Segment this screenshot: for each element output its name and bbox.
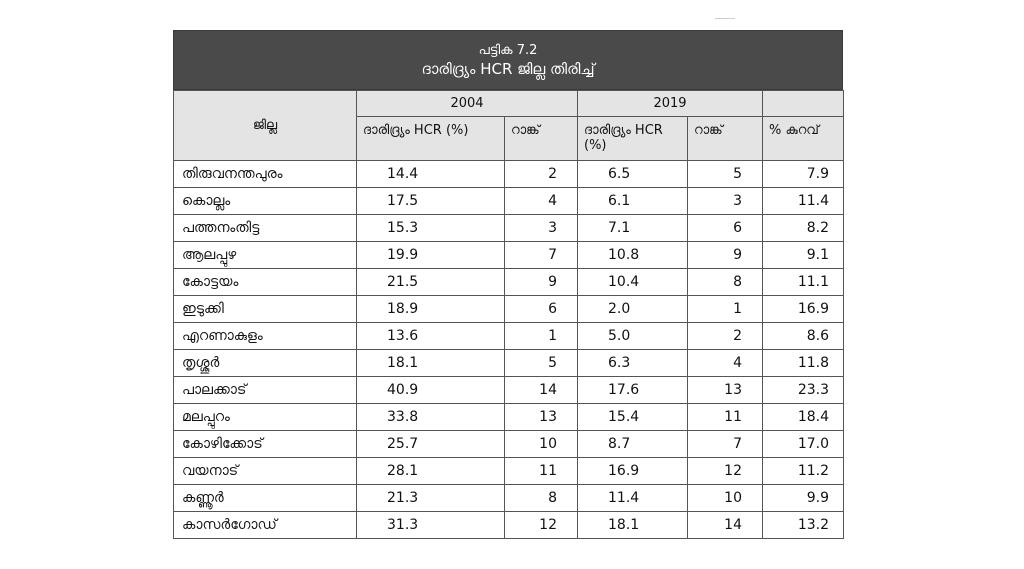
reduction-cell: 7.9 [763,161,844,188]
table-row [174,215,844,242]
reduction-cell: 11.8 [763,350,844,377]
rank-2019-cell: 13 [688,377,763,404]
hcr-2004-cell: 17.5 [357,188,505,215]
header-row-years [174,91,844,117]
hcr-2004-cell: 13.6 [357,323,505,350]
rank-2019-cell: 8 [688,269,763,296]
table-row [174,350,844,377]
district-cell: തൃശ്ശൂർ [174,350,357,377]
rank-2004-cell: 7 [505,242,578,269]
empty-header-cell [763,91,844,117]
poverty-hcr-table [173,90,844,539]
rank-2004-cell: 10 [505,431,578,458]
rank-2004-cell: 11 [505,458,578,485]
reduction-cell: 11.4 [763,188,844,215]
hcr-2019-cell: 6.3 [578,350,688,377]
rank-2019-cell: 1 [688,296,763,323]
table-title: ദാരിദ്ര്യം HCR ജില്ല തിരിച്ച് [421,59,595,78]
district-cell: പത്തനംതിട്ട [174,215,357,242]
rank-2004-header: റാങ്ക് [505,117,578,161]
hcr-2019-cell: 8.7 [578,431,688,458]
year-2004-header: 2004 [357,91,578,117]
rank-2004-cell: 9 [505,269,578,296]
table-number: പട്ടിക 7.2 [478,42,538,58]
district-cell: മലപ്പുറം [174,404,357,431]
rank-2004-cell: 4 [505,188,578,215]
rank-2004-cell: 5 [505,350,578,377]
hcr-2004-cell: 21.5 [357,269,505,296]
district-cell: കണ്ണൂർ [174,485,357,512]
district-cell: കോട്ടയം [174,269,357,296]
hcr-2004-cell: 18.9 [357,296,505,323]
reduction-cell: 23.3 [763,377,844,404]
hcr-2019-cell: 18.1 [578,512,688,539]
table-row [174,161,844,188]
reduction-cell: 8.6 [763,323,844,350]
table-row [174,269,844,296]
poverty-table-container [173,30,843,539]
hcr-2004-cell: 19.9 [357,242,505,269]
district-cell: തിരുവനന്തപുരം [174,161,357,188]
rank-2019-cell: 2 [688,323,763,350]
district-cell: ആലപ്പുഴ [174,242,357,269]
rank-2004-cell: 8 [505,485,578,512]
hcr-2019-cell: 11.4 [578,485,688,512]
rank-2019-cell: 10 [688,485,763,512]
hcr-2019-cell: 2.0 [578,296,688,323]
hcr-2004-cell: 18.1 [357,350,505,377]
rank-2004-cell: 3 [505,215,578,242]
district-cell: കൊല്ലം [174,188,357,215]
rank-2004-cell: 6 [505,296,578,323]
reduction-cell: 9.1 [763,242,844,269]
district-cell: വയനാട് [174,458,357,485]
rank-2019-cell: 5 [688,161,763,188]
decorative-mark [715,18,735,19]
hcr-2004-cell: 25.7 [357,431,505,458]
district-cell: എറണാകുളം [174,323,357,350]
hcr-2004-cell: 31.3 [357,512,505,539]
reduction-cell: 13.2 [763,512,844,539]
table-body [174,161,844,539]
reduction-header: % കുറവ് [763,117,844,161]
table-row [174,323,844,350]
rank-2004-cell: 13 [505,404,578,431]
hcr-2019-cell: 10.8 [578,242,688,269]
hcr-2004-cell: 33.8 [357,404,505,431]
rank-2019-header: റാങ്ക് [688,117,763,161]
table-row [174,188,844,215]
reduction-cell: 8.2 [763,215,844,242]
rank-2019-cell: 3 [688,188,763,215]
hcr-2019-cell: 16.9 [578,458,688,485]
district-cell: പാലക്കാട് [174,377,357,404]
rank-2004-cell: 1 [505,323,578,350]
rank-2004-cell: 14 [505,377,578,404]
table-caption [173,30,843,90]
hcr-2019-cell: 10.4 [578,269,688,296]
rank-2019-cell: 6 [688,215,763,242]
rank-2019-cell: 11 [688,404,763,431]
table-row [174,377,844,404]
hcr-2004-cell: 15.3 [357,215,505,242]
table-row [174,404,844,431]
rank-2019-cell: 7 [688,431,763,458]
hcr-2019-cell: 6.5 [578,161,688,188]
hcr-2004-header: ദാരിദ്ര്യം HCR (%) [357,117,505,161]
hcr-2019-cell: 5.0 [578,323,688,350]
reduction-cell: 16.9 [763,296,844,323]
rank-2004-cell: 12 [505,512,578,539]
hcr-2019-header: ദാരിദ്ര്യം HCR (%) [578,117,688,161]
reduction-cell: 9.9 [763,485,844,512]
district-cell: കാസർഗോഡ് [174,512,357,539]
rank-2019-cell: 14 [688,512,763,539]
table-row [174,512,844,539]
table-row [174,296,844,323]
table-row [174,242,844,269]
hcr-2004-cell: 28.1 [357,458,505,485]
rank-2004-cell: 2 [505,161,578,188]
hcr-2004-cell: 40.9 [357,377,505,404]
year-2019-header: 2019 [578,91,763,117]
table-row [174,458,844,485]
reduction-cell: 17.0 [763,431,844,458]
table-row [174,485,844,512]
rank-2019-cell: 12 [688,458,763,485]
hcr-2019-cell: 17.6 [578,377,688,404]
district-column-header: ജില്ല [174,91,357,161]
hcr-2004-cell: 14.4 [357,161,505,188]
rank-2019-cell: 4 [688,350,763,377]
hcr-2004-cell: 21.3 [357,485,505,512]
hcr-2019-cell: 7.1 [578,215,688,242]
rank-2019-cell: 9 [688,242,763,269]
table-row [174,431,844,458]
reduction-cell: 11.1 [763,269,844,296]
hcr-2019-cell: 6.1 [578,188,688,215]
district-cell: കോഴിക്കോട് [174,431,357,458]
reduction-cell: 11.2 [763,458,844,485]
hcr-2019-cell: 15.4 [578,404,688,431]
reduction-cell: 18.4 [763,404,844,431]
district-cell: ഇടുക്കി [174,296,357,323]
